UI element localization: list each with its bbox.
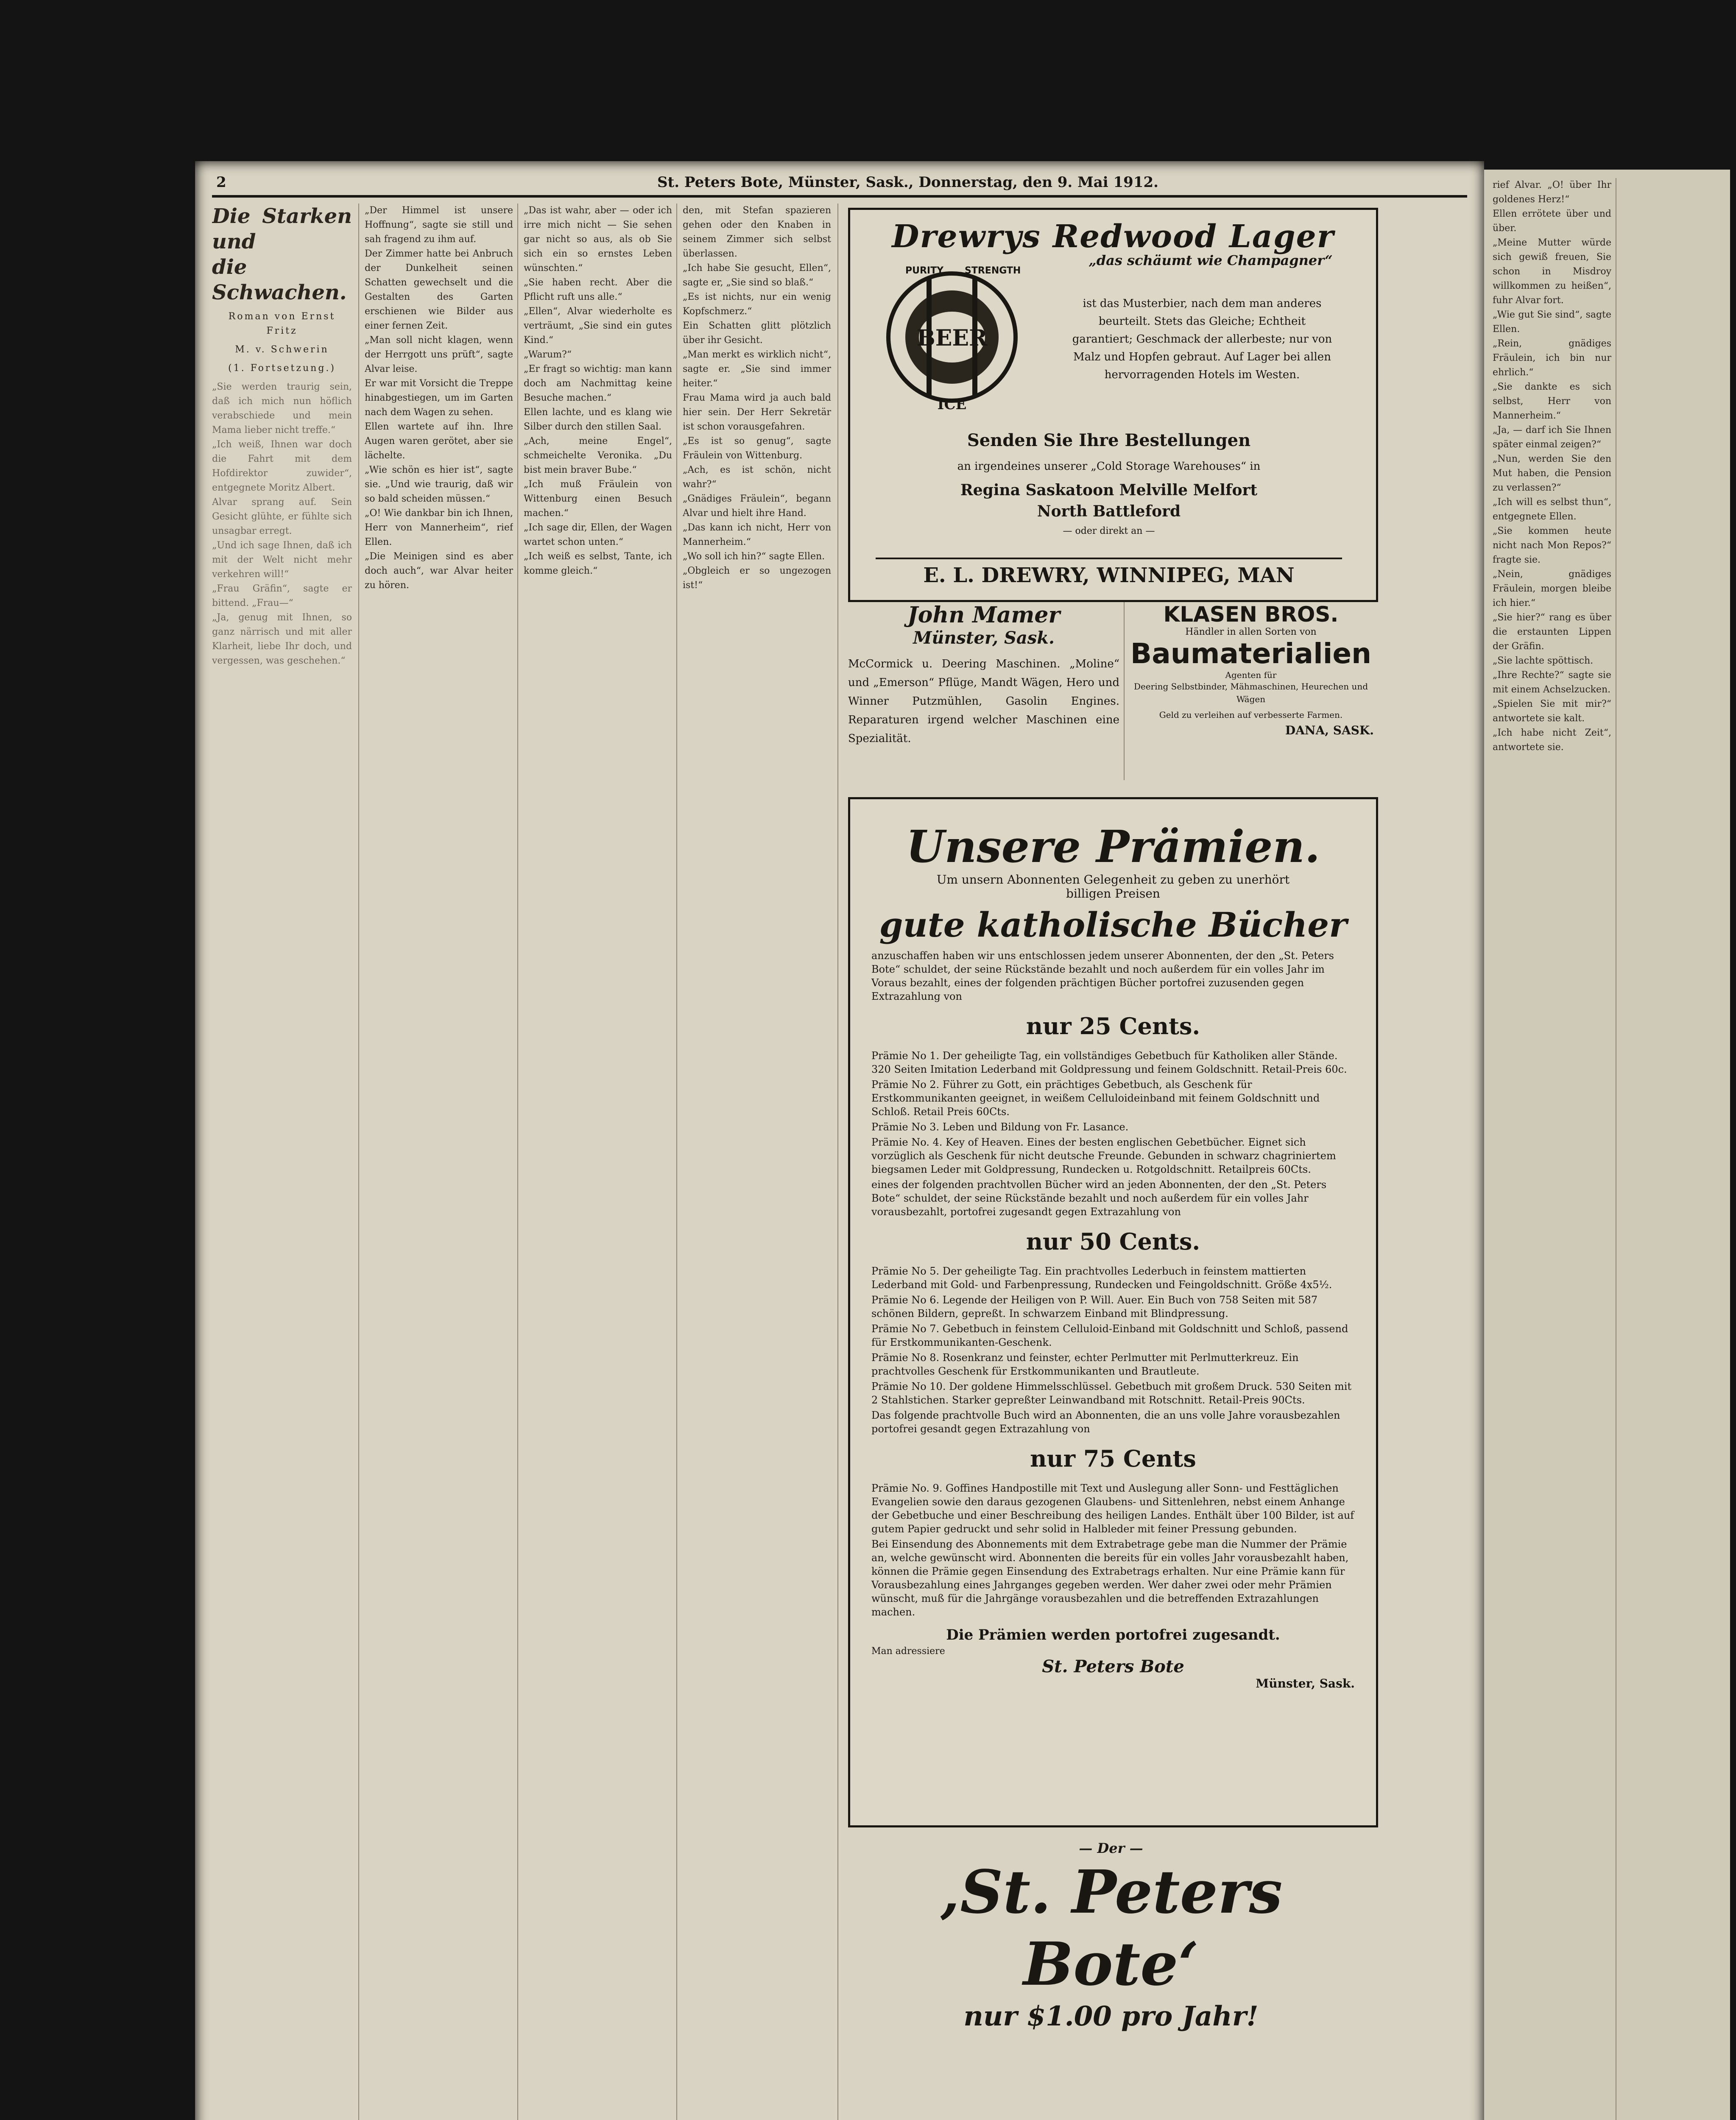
- klasen-product: Baumaterialien: [1130, 637, 1372, 670]
- klasen-ad: [1128, 602, 1374, 780]
- subscription-ad: [848, 1840, 1374, 2032]
- drewry-title: Drewrys Redwood Lager: [892, 218, 1334, 255]
- mamer-name: John Mamer: [907, 602, 1060, 628]
- story-continuation: (1. Fortsetzung.): [228, 363, 336, 374]
- page-header: [212, 170, 1467, 198]
- premiums-address-label: Man adressiere: [871, 1646, 945, 1657]
- premium-item: Prämie No 6. Legende der Heiligen von P. Will. Auer. Ein Buch von 758 Seiten mit 587 schönen Bildern, gepreßt. In schwarzem Einband mit Blindpressung.: [871, 1294, 1318, 1319]
- premiums-title: Unsere Prämien.: [906, 820, 1320, 873]
- drewry-body: ist das Musterbier, nach dem man anderes beurteilt. Stets das Gleiche; Echtheit garantiert; Geschmack der allerbeste; nur von Malz und Hopfen gebraut. Auf Lager bei allen hervorragenden Hotels im Westen.: [1072, 297, 1332, 381]
- adjacent-text: rief Alvar. „O! über Ihr goldenes Herz!“ Ellen errötete über und über. „Meine Mutter würde sich gewiß freuen, Sie schon in Misdroy willkommen zu heißen“, fuhr Alvar fort. „Wie gut Sie sind“, sagte Ellen. „Rein, gnädiges Fräulein, ich bin nur ehrlich.“ „Sie dankte es sich selbst, Herr von Mannerheim.“ „Ja, — darf ich Sie Ihnen später einmal zeigen?“ „Nun, werden Sie den Mut haben, die Pension zu verlassen?“ „Ich will es selbst thun“, entgegnete Ellen. „Sie kommen heute nicht nach Mon Repos?“ fragte sie. „Nein, gnädiges Fräulein, morgen bleibe ich hier.“ „Sie hier?“ rang es über die erstaunten Lippen der Gräfin. „Sie lachte spöttisch. „Ihre Rechte?“ sagte sie mit einem Achselzucken. „Spielen Sie mit mir?“ antwortete sie kalt. „Ich habe nicht Zeit“, antwortete sie.: [1493, 180, 1611, 753]
- drewry-or-direct: — oder direkt an —: [1063, 526, 1155, 536]
- beer-barrel-icon: [876, 261, 1028, 413]
- column-2: „Der Himmel ist unsere Hoffnung“, sagte sie still und sah fragend zu ihm auf. Der Zimmer hatte bei Anbruch der Dunkelheit seinen Schatten gewechselt und die Gestalten des Garten erschienen wie Bilder aus einer fernen Zeit. „Man soll nicht klagen, wenn der Herrgott uns prüft“, sagte Alvar leise. Er war mit Vorsicht die Treppe hinabgestiegen, um im Garten nach dem Wagen zu sehen. Ellen wartete auf ihn. Ihre Augen waren gerötet, aber sie lächelte. „Wie schön es hier ist“, sagte sie. „Und wie traurig, daß wir so bald scheiden müssen.“ „O! Wie dankbar bin ich Ihnen, Herr von Mannerheim“, rief Ellen. „Die Meinigen sind es aber doch auch“, war Alvar heiter zu hören.: [365, 205, 513, 591]
- badge-center-text: BEER: [916, 325, 988, 351]
- premium-item: Prämie No 5. Der geheiligte Tag. Ein prachtvolles Lederbuch in feinstem mattierten Lederband mit Gold- und Farbenpressung, Rundecken und Feingoldschnitt. Größe 4x5½.: [871, 1265, 1332, 1291]
- story-subtitle: Roman von Ernst Fritz: [228, 311, 336, 336]
- column-rule: [517, 204, 518, 2120]
- klasen-machines: Deering Selbstbinder, Mähmaschinen, Heurechen und Wägen: [1133, 681, 1368, 704]
- mamer-ad: [848, 602, 1119, 784]
- drewry-cities: Regina Saskatoon Melville Melfort: [960, 481, 1258, 499]
- drewry-order-line: Senden Sie Ihre Bestellungen: [967, 430, 1251, 450]
- story-title: Die Starken und die Schwachen.: [212, 204, 352, 304]
- column-rule: [676, 204, 677, 2120]
- subscription-der: — Der —: [1079, 1840, 1143, 1856]
- premiums-list: anzuschaffen haben wir uns entschlossen jedem unserer Abonnenten, der den „St. Peters Bote“ schuldet, der seine Rückstände bezahlt und noch außerdem für ein volles Jahr im Voraus bezahlt, eines der folgenden prächtigen Bücher portofrei zuzusenden gegen Extrazahlung von nur 25 Cents. Prämie No 1. Der geheiligte Tag, ein vollständiges Gebetbuch für Katholiken aller Stände. 320 Seiten Imitation Lederband mit Goldpressung und feinem Goldschnitt. Retail-Preis 60c. Prämie No 2. Führer zu Gott, ein prächtiges Gebetbuch, als Geschenk für Erstkommunikanten geeignet, in weißem Celluloideinband mit feinem Goldschnitt und Schloß. Retail Preis 60Cts. Prämie No 3. Leben und Bildung von Fr. Lasance. Prämie No. 4. Key of Heaven. Eines der besten englischen Gebetbücher. Eignet sich vorzüglich als Geschenk für nicht deutsche Freunde. Gebunden in schwarz chagriniertem biegsamen Leder mit Goldpressung, Rundecken u. Rotgoldschnitt. Retailpreis 60Cts. eines der folgenden prachtvollen Bücher wird an jeden Abonnenten, der den „St. Peters Bote“ schuldet, der seine Rückstände bezahlt und noch außerdem für ein volles Jahr vorausbezahlt, portofrei zugesandt gegen Extrazahlung von nur 50 Cents. Prämie No 5. Der geheiligte Tag. Ein prachtvolles Lederbuch in feinstem mattierten Lederband mit Gold- und Farbenpressung, Rundecken und Feingoldschnitt. Größe 4x5½. Prämie No 6. Legende der Heiligen von P. Will. Auer. Ein Buch von 758 Seiten mit 587 schönen Bildern, gepreßt. In schwarzem Einband mit Blindpressung. Prämie No 7. Gebetbuch in feinstem Celluloid-Einband mit Goldschnitt und Schloß, passend für Erstkommunikanten-Geschenk. Prämie No 8. Rosenkranz und feinster, echter Perlmutter mit Perlmutterkreuz. Ein prachtvolles Geschenk für Erstkommunikanten und Brautleute. Prämie No 10. Der goldene Himmelsschlüssel. Gebetbuch mit großem Druck. 530 Seiten mit 2 Stahlstichen. Starker gepreßter Leinwandband mit Rotschnitt. Retail-Preis 90Cts. Das folgende prachtvolle Buch wird an Abonnenten, die an uns volle Jahre vorausbezahlen portofrei gesandt gegen Extrazahlung von nur 75 Cents Prämie No. 9. Goffines Handpostille mit Text und Auslegung aller Sonn- und Festtäglichen Evangelien sowie den daraus gezogenen Glaubens- und Sittenlehren, nebst einem Anhange der Gebetbuche und einer Beschreibung des heiligen Landes. Enthält über 100 Bilder, ist auf gutem Papier gedruckt und sehr solid in Halbleder mit feiner Pressung gebunden. Bei Einsendung des Abonnements mit dem Extrabetrage gebe man die Nummer der Prämie an, welche gewünscht wird. Abonnenten die bereits für ein volles Jahr vorausbezahlt haben, können die Prämie gegen Einsendung des Extrabetrags erhalten. Nur eine Prämie kann für Vorausbezahlung eines Jahrganges gegeben werden. Wer daher zwei oder mehr Prämien wünscht, muß für die Jahrgänge vorausbezahlen und die betreffenden Extrazahlungen machen. Die Prämien werden portofrei zugesandt. Man adressiere St. Peters Bote Münster, Sask.: [871, 950, 1355, 1690]
- premiums-ad: [848, 797, 1378, 1827]
- adjacent-column-1: [1493, 178, 1611, 2120]
- column-4: den, mit Stefan spazieren gehen oder den Knaben in seinem Zimmer sich selbst überlassen. „Ich habe Sie gesucht, Ellen“, sagte er, „Sie sind so blaß.“ „Es ist nichts, nur ein wenig Kopfschmerz.“ Ein Schatten glitt plötzlich über ihr Gesicht. „Man merkt es wirklich nicht“, sagte er. „Sie sind immer heiter.“ Frau Mama wird ja auch bald hier sein. Der Herr Sekretär ist schon vorausgefahren. „Es ist so genug“, sagte Fräulein von Wittenburg. „Ach, es ist schön, nicht wahr?“ „Gnädiges Fräulein“, begann Alvar und hielt ihre Hand. „Das kann ich nicht, Herr von Mannerheim.“ „Wo soll ich hin?“ sagte Ellen. „Obgleich er so ungezogen ist!“: [683, 205, 831, 591]
- premium-item: Prämie No 3. Leben und Bildung von Fr. Lasance.: [871, 1121, 1129, 1133]
- adjacent-column-2: [1622, 178, 1724, 2120]
- premium-item: Prämie No 8. Rosenkranz und feinster, echter Perlmutter mit Perlmutterkreuz. Ein prachtvolles Geschenk für Erstkommunikanten und Brautleute.: [871, 1352, 1299, 1377]
- drewry-company: E. L. DREWRY, WINNIPEG, MAN: [876, 558, 1342, 587]
- klasen-dealer: Händler in allen Sorten von: [1185, 627, 1317, 637]
- klasen-name: KLASEN BROS.: [1163, 602, 1339, 627]
- story-body: „Sie werden traurig sein, daß ich mich nun höflich verabschiede und mein Mama lieber nicht treffe.“ „Ich weiß, Ihnen war doch die Fahrt mit dem Hofdirektor zuwider“, entgegnete Moritz Albert. Alvar sprang auf. Sein Gesicht glühte, er fühlte sich unsagbar erregt. „Und ich sage Ihnen, daß ich mit der Welt nicht mehr verkehren will!“ „Frau Gräfin“, sagte er bittend. „Frau—“ „Ja, genug mit Ihnen, so ganz närrisch und mit aller Klarheit, liebe Ihr doch, und vergessen, was geschehen.“: [212, 382, 352, 666]
- subscription-price: nur $1.00 pro Jahr!: [963, 2000, 1259, 2032]
- newspaper-page: [195, 161, 1484, 2120]
- price-heading: nur 25 Cents.: [1026, 1013, 1200, 1040]
- klasen-agents: Agenten für: [1225, 670, 1277, 680]
- column-rule: [837, 204, 838, 2120]
- mamer-place: Münster, Sask.: [913, 628, 1055, 648]
- premium-rules: Bei Einsendung des Abonnements mit dem Extrabetrage gebe man die Nummer der Prämie an, welche gewünscht wird. Abonnenten die bereits für ein volles Jahr vorausbezahlt haben, können die Prämie gegen Einsendung des Extrabetrags erhalten. Nur eine Prämie kann für Vorausbezahlung eines Jahrganges gegeben werden. Wer daher zwei oder mehr Prämien wünscht, muß für die Jahrgänge vorausbezahlen und die betreffenden Extrazahlungen machen.: [871, 1538, 1349, 1618]
- badge-bottom-text: ICE: [937, 396, 967, 413]
- premium-item: Prämie No 2. Führer zu Gott, ein prächtiges Gebetbuch, als Geschenk für Erstkommunikanten geeignet, in weißem Celluloideinband mit feinem Goldschnitt und Schloß. Retail Preis 60Cts.: [871, 1079, 1320, 1118]
- badge-right-text: STRENGTH: [965, 265, 1021, 276]
- column-3: „Das ist wahr, aber — oder ich irre mich nicht — Sie sehen gar nicht so aus, als ob Sie sich ein so ernstes Leben wünschten.“ „Sie haben recht. Aber die Pflicht ruft uns alle.“ „Ellen“, Alvar wiederholte es verträumt, „Sie sind ein gutes Kind.“ „Warum?“ „Er fragt so wichtig: man kann doch am Nachmittag keine Besuche machen.“ Ellen lachte, und es klang wie Silber durch den stillen Saal. „Ach, meine Engel“, schmeichelte Veronika. „Du bist mein braver Bube.“ „Ich muß Fräulein von Wittenburg einen Besuch machen.“ „Ich sage dir, Ellen, der Wagen wartet schon unten.“ „Ich weiß es selbst, Tante, ich komme gleich.“: [524, 205, 672, 576]
- badge-left-text: PURITY: [905, 265, 944, 276]
- story-author: M. v. Schwerin: [235, 344, 329, 355]
- page-number: 2: [216, 174, 226, 191]
- drewry-ad: [848, 208, 1378, 602]
- premiums-publisher: St. Peters Bote: [1042, 1657, 1184, 1676]
- drewry-city-2: North Battleford: [1037, 502, 1181, 520]
- price-heading: nur 50 Cents.: [1026, 1228, 1200, 1255]
- premiums-subtitle: gute katholische Bücher: [879, 905, 1347, 945]
- premium-item: Prämie No. 4. Key of Heaven. Eines der besten englischen Gebetbücher. Eignet sich vorzüglich als Geschenk für nicht deutsche Freunde. Gebunden in schwarz chagriniertem biegsamen Leder mit Goldpressung, Rundecken u. Rotgoldschnitt. Retailpreis 60Cts.: [871, 1136, 1336, 1175]
- drewry-warehouse-line: an irgendeines unserer „Cold Storage Warehouses“ in: [957, 460, 1261, 473]
- premium-item: Prämie No 10. Der goldene Himmelsschlüssel. Gebetbuch mit großem Druck. 530 Seiten mit 2 Stahlstichen. Starker gepreßter Leinwandband mit Rotschnitt. Retail-Preis 90Cts.: [871, 1381, 1352, 1406]
- premiums-postfree: Die Prämien werden portofrei zugesandt.: [946, 1626, 1280, 1643]
- premiums-publisher-town: Münster, Sask.: [1256, 1676, 1355, 1690]
- premium-item: Prämie No 1. Der geheiligte Tag, ein vollständiges Gebetbuch für Katholiken aller Stände. 320 Seiten Imitation Lederband mit Goldpressung und feinem Goldschnitt. Retail-Preis 60c.: [871, 1050, 1347, 1075]
- premiums-intro: Um unsern Abonnenten Gelegenheit zu geben zu unerhört billigen Preisen: [936, 873, 1290, 901]
- adjacent-page: [1476, 170, 1730, 2120]
- klasen-town: DANA, SASK.: [1285, 723, 1374, 737]
- column-rule: [358, 204, 359, 2120]
- column-1: [212, 204, 352, 2120]
- price-heading: nur 75 Cents: [1030, 1445, 1196, 1472]
- klasen-money: Geld zu verleihen auf verbesserte Farmen.: [1159, 710, 1343, 720]
- column-rule: [1124, 602, 1125, 780]
- masthead-line: St. Peters Bote, Münster, Sask., Donnerstag, den 9. Mai 1912.: [657, 174, 1158, 191]
- mamer-body: McCormick u. Deering Maschinen. „Moline“ und „Emerson“ Pflüge, Mandt Wägen, Hero und Winner Putzmühlen, Gasolin Engines. Reparaturen irgend welcher Maschinen eine Spezialität.: [848, 658, 1119, 745]
- premium-item: Prämie No. 9. Goffines Handpostille mit Text und Auslegung aller Sonn- und Festtäglichen Evangelien sowie den daraus gezogenen Glaubens- und Sittenlehren, nebst einem Anhange der Gebetbuche und einer Beschreibung des heiligen Landes. Enthält über 100 Bilder, ist auf gutem Papier gedruckt und sehr solid in Halbleder mit feiner Pressung gebunden.: [871, 1482, 1354, 1535]
- drewry-slogan: „das schäumt wie Champagner“: [1088, 252, 1333, 268]
- premium-item: Prämie No 7. Gebetbuch in feinstem Celluloid-Einband mit Goldschnitt und Schloß, passend für Erstkommunikanten-Geschenk.: [871, 1323, 1348, 1348]
- subscription-name: ‚St. Peters Bote‘: [939, 1858, 1283, 1999]
